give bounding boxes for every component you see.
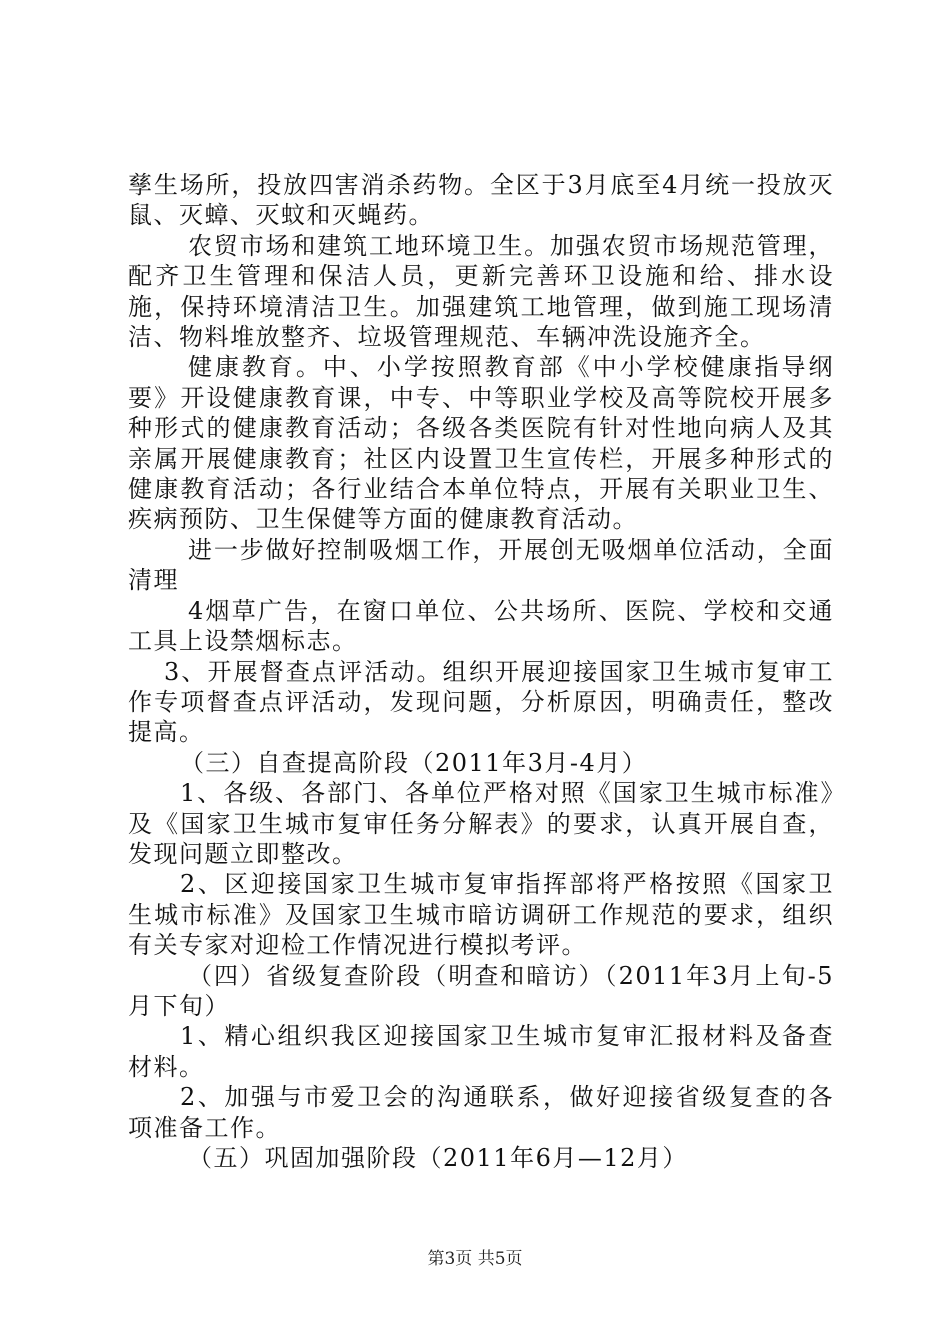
section-heading: （五）巩固加强阶段（2011年6月—12月） — [188, 1144, 688, 1172]
section-heading: （四）省级复查阶段（明查和暗访）（2011年3月上旬-5月下旬） — [128, 961, 834, 1020]
paragraph: 4烟草广告，在窗口单位、公共场所、医院、学校和交通工具上设禁烟标志。 — [128, 596, 834, 656]
paragraph: 1、精心组织我区迎接国家卫生城市复审汇报材料及备查材料。 — [128, 1022, 834, 1081]
paragraph: 2、区迎接国家卫生城市复审指挥部将严格按照《国家卫生城市标准》及国家卫生城市暗访调研工作规范的要求，组织有关专家对迎检工作情况进行模拟考评。 — [128, 870, 834, 960]
paragraph: 农贸市场和建筑工地环境卫生。加强农贸市场规范管理，配齐卫生管理和保洁人员，更新完善环卫设施和给、排水设施，保持环境清洁卫生。加强建筑工地管理，做到施工现场清洁、物料堆放整齐、垃圾管理规范、车辆冲洗设施齐全。 — [128, 231, 834, 352]
paragraph: 进一步做好控制吸烟工作，开展创无吸烟单位活动，全面清理 — [128, 535, 834, 595]
page-number: 第3页 共5页 — [427, 1249, 523, 1269]
paragraph: 健康教育。中、小学按照教育部《中小学校健康指导纲要》开设健康教育课，中专、中等职业学校及高等院校开展多种形式的健康教育活动；各级各类医院有针对性地向病人及其亲属开展健康教育；社区内设置卫生宣传栏，开展多种形式的健康教育活动；各行业结合本单位特点，开展有关职业卫生、疾病预防、卫生保健等方面的健康教育活动。 — [128, 353, 834, 534]
paragraph: 1、各级、各部门、各单位严格对照《国家卫生城市标准》及《国家卫生城市复审任务分解表》的要求，认真开展自查，发现问题立即整改。 — [128, 779, 834, 868]
paragraph: 孳生场所，投放四害消杀药物。全区于3月底至4月统一投放灭鼠、灭蟑、灭蚊和灭蝇药。 — [128, 171, 834, 230]
section-heading: （三）自查提高阶段（2011年3月-4月） — [180, 748, 648, 777]
paragraph: 3、开展督查点评活动。组织开展迎接国家卫生城市复审工作专项督查点评活动，发现问题，分析原因，明确责任，整改提高。 — [128, 657, 834, 747]
paragraph: 2、加强与市爱卫会的沟通联系，做好迎接省级复查的各项准备工作。 — [128, 1083, 834, 1142]
document-body — [128, 170, 834, 1173]
